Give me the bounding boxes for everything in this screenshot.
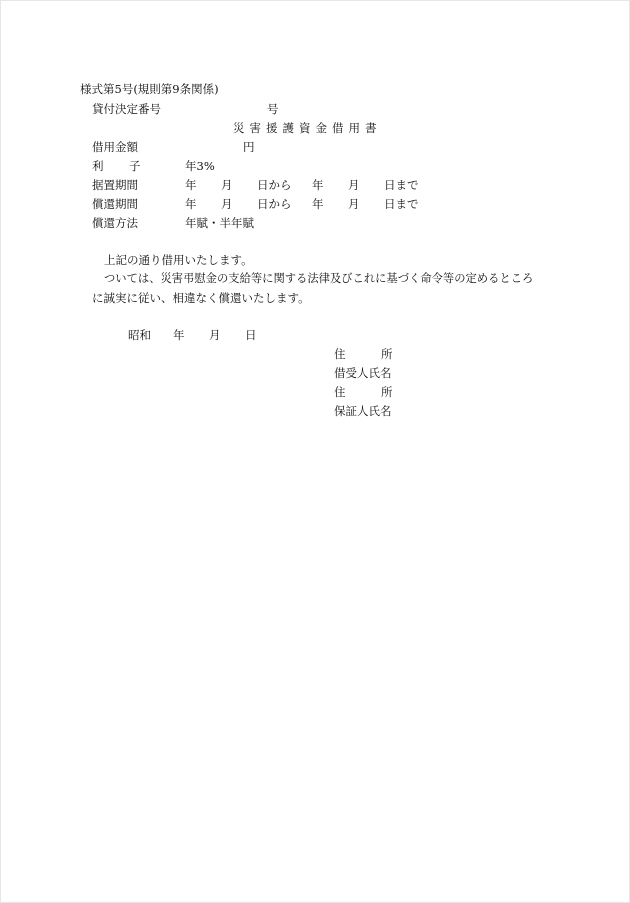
body-line-3: に誠実に従い、相違なく償還いたします。 <box>92 291 310 305</box>
grace-year-from: 年 <box>185 178 197 192</box>
interest-label-2: 子 <box>129 159 141 173</box>
interest-label-1: 利 <box>92 159 104 173</box>
interest-value: 年3% <box>185 159 215 173</box>
grace-day-to: 日まで <box>384 178 419 192</box>
method-label: 償還方法 <box>92 216 138 230</box>
body-line-2: ついては、災害弔慰金の支給等に関する法律及びこれに基づく命令等の定めるところ <box>104 272 534 285</box>
loan-decision-suffix: 号 <box>267 102 279 116</box>
guarantor-address-label-1: 住 <box>334 385 346 399</box>
repay-year-to: 年 <box>312 197 324 211</box>
grace-day-from: 日から <box>257 178 292 192</box>
grace-month-to: 月 <box>348 178 360 192</box>
document-title: 災害援護資金借用書 <box>233 121 382 135</box>
date-day: 日 <box>245 328 257 342</box>
borrower-name-label: 借受人氏名 <box>334 366 392 380</box>
repay-day-from: 日から <box>257 197 292 211</box>
borrower-address-label-1: 住 <box>334 347 346 361</box>
grace-label: 据置期間 <box>92 178 138 192</box>
method-value: 年賦・半年賦 <box>185 216 254 230</box>
repay-year-from: 年 <box>185 197 197 211</box>
amount-unit: 円 <box>243 140 255 154</box>
loan-decision-label: 貸付決定番号 <box>92 102 161 116</box>
date-month: 月 <box>209 328 221 342</box>
date-year: 年 <box>173 328 185 342</box>
date-era: 昭和 <box>128 328 151 342</box>
amount-label: 借用金額 <box>92 140 138 154</box>
grace-year-to: 年 <box>312 178 324 192</box>
repay-month-to: 月 <box>348 197 360 211</box>
repay-month-from: 月 <box>221 197 233 211</box>
form-reference: 様式第5号(規則第9条関係) <box>80 82 219 96</box>
repay-label: 償還期間 <box>92 197 138 211</box>
guarantor-name-label: 保証人氏名 <box>334 404 392 418</box>
borrower-address-label-2: 所 <box>381 347 393 361</box>
repay-day-to: 日まで <box>384 197 419 211</box>
guarantor-address-label-2: 所 <box>381 385 393 399</box>
body-line-1: 上記の通り借用いたします。 <box>104 253 253 267</box>
grace-month-from: 月 <box>221 178 233 192</box>
